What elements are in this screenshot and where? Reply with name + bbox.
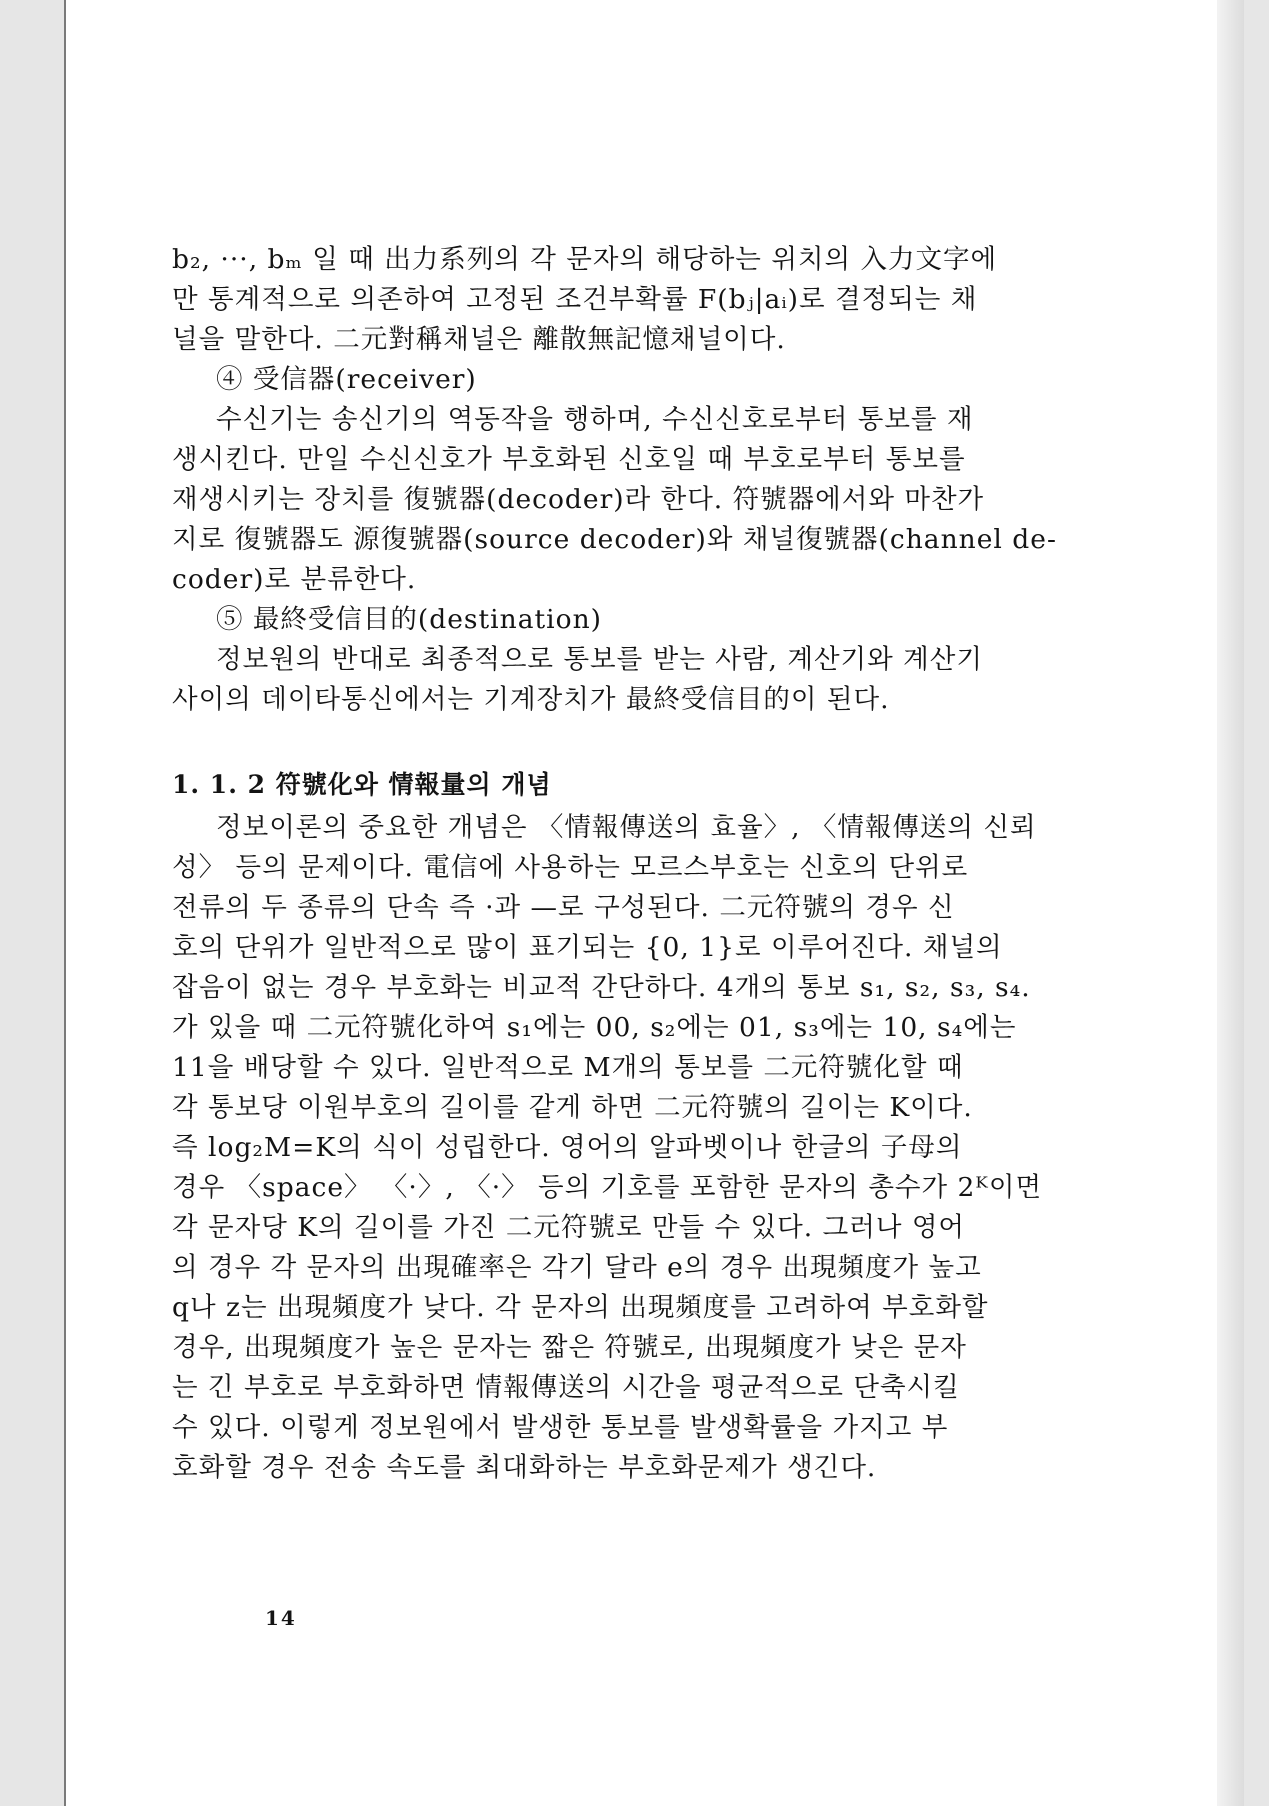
text-line: 경우 〈space〉 〈·〉, 〈·〉 등의 기호를 포함한 문자의 총수가 2ᴷ이면 [172,1172,1043,1203]
text-line: 지로 復號器도 源復號器(source decoder)와 채널復號器(channel de- [172,524,1057,555]
text-line: 생시킨다. 만일 수신신호가 부호화된 신호일 때 부호로부터 통보를 [172,444,966,475]
text-line: 의 경우 각 문자의 出現確率은 각기 달라 e의 경우 出現頻度가 높고 [172,1252,982,1283]
text-line: coder)로 분류한다. [172,564,417,595]
text-line: 사이의 데이타통신에서는 기계장치가 最終受信目的이 된다. [172,684,890,715]
paragraph-3 [172,640,1084,720]
text-line: 전류의 두 종류의 단속 즉 ·과 —로 구성된다. 二元符號의 경우 신 [172,892,955,923]
section-heading: 1. 1. 2 符號化와 情報量의 개념 [172,770,552,799]
text-line: 경우, 出現頻度가 높은 문자는 짧은 符號로, 出現頻度가 낮은 문자 [172,1332,967,1363]
text-line: 가 있을 때 二元符號化하여 s₁에는 00, s₂에는 01, s₃에는 10, s₄에는 [172,1012,1017,1043]
text-line: q나 z는 出現頻度가 낮다. 각 문자의 出現頻度를 고려하여 부호화할 [172,1292,989,1323]
text-line: 수신기는 송신기의 역동작을 행하며, 수신신호로부터 통보를 재 [216,404,974,435]
text-line: 잡음이 없는 경우 부호화는 비교적 간단하다. 4개의 통보 s₁, s₂, s₃, s₄. [172,972,1031,1003]
text-line: 는 긴 부호로 부호화하면 情報傳送의 시간을 평균적으로 단축시킬 [172,1372,960,1403]
page-number: 14 [265,1606,297,1630]
text-line: 정보이론의 중요한 개념은 〈情報傳送의 효율〉, 〈情報傳送의 신뢰 [216,812,1037,843]
text-line: 호화할 경우 전송 속도를 최대화하는 부호화문제가 생긴다. [172,1452,877,1483]
text-line: 널을 말한다. 二元對稱채널은 離散無記憶채널이다. [172,324,786,355]
text-line: 즉 log₂M=K의 식이 성립한다. 영어의 알파벳이나 한글의 子母의 [172,1132,963,1163]
text-line: 각 통보당 이원부호의 길이를 같게 하면 二元符號의 길이는 K이다. [172,1092,973,1123]
text-line: 만 통계적으로 의존하여 고정된 조건부확률 F(bⱼ|aᵢ)로 결정되는 채 [172,284,978,315]
text-line: b₂, ···, bₘ 일 때 出力系列의 각 문자의 해당하는 위치의 入力文字에 [172,244,998,275]
text-line: 11을 배당할 수 있다. 일반적으로 M개의 통보를 二元符號化할 때 [172,1052,964,1083]
paragraph-2 [172,400,1084,600]
page-edge-shadow [1217,0,1244,1806]
text-line: 각 문자당 K의 길이를 가진 二元符號로 만들 수 있다. 그러나 영어 [172,1212,966,1243]
text-line: 수 있다. 이렇게 정보원에서 발생한 통보를 발생확률을 가지고 부 [172,1412,949,1443]
text-line: 정보원의 반대로 최종적으로 통보를 받는 사람, 계산기와 계산기 [216,644,983,675]
text-line: 호의 단위가 일반적으로 많이 표기되는 {0, 1}로 이루어진다. 채널의 [172,932,1003,963]
text-line: 성〉 등의 문제이다. 電信에 사용하는 모르스부호는 신호의 단위로 [172,852,969,883]
text-line: 재생시키는 장치를 復號器(decoder)라 한다. 符號器에서와 마찬가 [172,484,985,515]
paragraph-4 [172,808,1084,1488]
paragraph-1 [172,240,1084,360]
page-body [172,240,1084,1488]
item-5-heading: ⑤ 最終受信目的(destination) [216,604,602,635]
item-4-heading: ④ 受信器(receiver) [216,364,477,395]
